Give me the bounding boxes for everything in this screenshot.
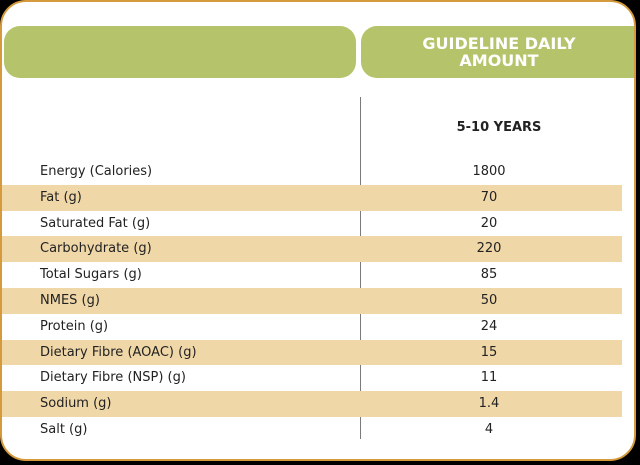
row-label: Fat (g) (40, 189, 82, 205)
table-row (2, 391, 622, 417)
row-value: 11 (480, 370, 498, 386)
row-label: Total Sugars (g) (40, 267, 142, 283)
table-row (2, 185, 622, 211)
table-row (2, 365, 622, 391)
header-title-line1: GUIDELINE DAILY (422, 34, 576, 53)
row-label: Salt (g) (40, 421, 88, 437)
row-label: Saturated Fat (g) (40, 215, 151, 231)
table-row (2, 288, 622, 314)
table-row (2, 211, 622, 237)
table-row (2, 340, 622, 366)
row-value: 4 (484, 421, 494, 437)
table-row (2, 314, 622, 340)
row-value: 70 (480, 189, 498, 205)
row-value: 20 (480, 215, 498, 231)
table-row (2, 159, 622, 185)
row-label: Dietary Fibre (NSP) (g) (40, 370, 186, 386)
row-label: NMES (g) (40, 292, 100, 308)
row-value: 50 (480, 292, 498, 308)
row-value: 15 (480, 344, 498, 360)
table-row (2, 236, 622, 262)
row-label: Protein (g) (40, 318, 109, 334)
column-heading: 5-10 YEARS (456, 120, 542, 135)
row-value: 220 (476, 241, 502, 257)
row-value: 1.4 (478, 396, 500, 412)
nutrient-rows (2, 159, 622, 443)
table-row (2, 262, 622, 288)
row-label: Carbohydrate (g) (40, 241, 152, 257)
row-value: 1800 (472, 164, 506, 179)
row-label: Energy (Calories) (40, 164, 153, 179)
header-title (361, 26, 636, 78)
row-label: Sodium (g) (40, 396, 112, 412)
row-label: Dietary Fibre (AOAC) (g) (40, 344, 197, 360)
header-left-band (4, 26, 356, 78)
row-value: 24 (480, 318, 498, 334)
header-title-line2: AMOUNT (459, 51, 539, 70)
row-value: 85 (480, 267, 498, 283)
table-row (2, 417, 622, 443)
